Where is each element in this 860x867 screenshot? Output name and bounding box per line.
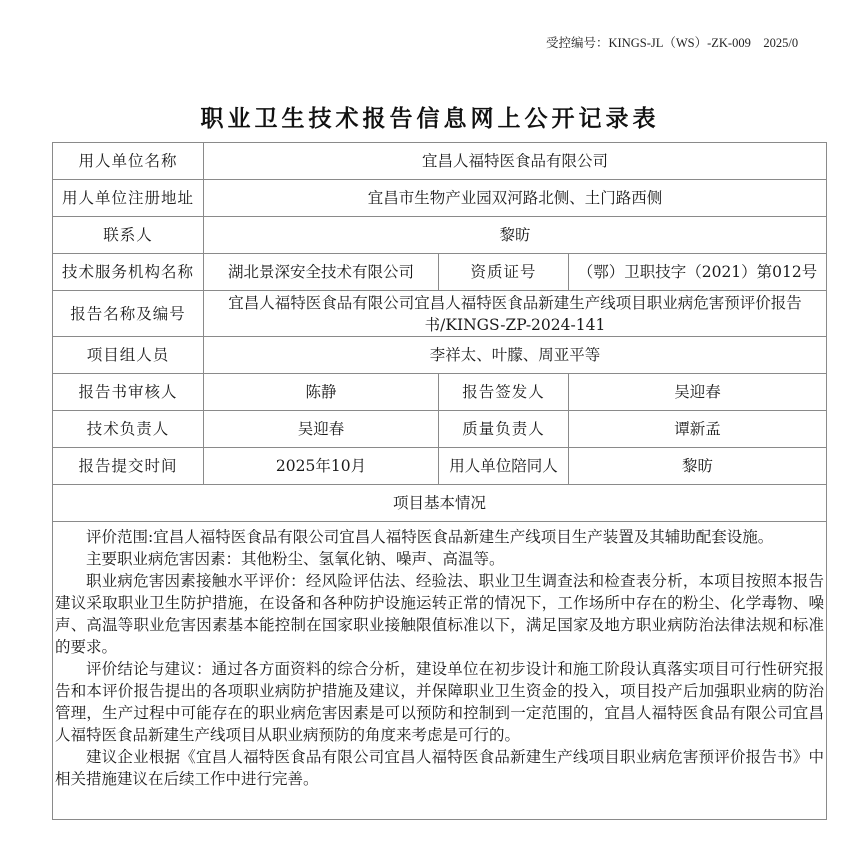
service-org-value: 湖北景深安全技术有限公司 bbox=[204, 254, 439, 291]
row-section-title bbox=[53, 485, 827, 522]
row-project-details bbox=[53, 522, 827, 820]
row-team bbox=[53, 337, 827, 374]
tech-lead-label: 技术负责人 bbox=[53, 411, 204, 448]
report-label: 报告名称及编号 bbox=[53, 291, 204, 337]
quality-lead-label: 质量负责人 bbox=[439, 411, 569, 448]
employer-address-label: 用人单位注册地址 bbox=[53, 180, 204, 217]
section-title: 项目基本情况 bbox=[53, 485, 827, 522]
team-label: 项目组人员 bbox=[53, 337, 204, 374]
issuer-value: 吴迎春 bbox=[569, 374, 827, 411]
contact-value: 黎昉 bbox=[204, 217, 827, 254]
report-value: 宜昌人福特医食品有限公司宜昌人福特医食品新建生产线项目职业病危害预评价报告书/KINGS-ZP-2024-141 bbox=[204, 291, 827, 337]
record-table bbox=[52, 142, 827, 820]
control-number: 受控编号：KINGS-JL（WS）-ZK-009 2025/0 bbox=[546, 36, 799, 50]
submit-time-label: 报告提交时间 bbox=[53, 448, 204, 485]
tech-lead-value: 吴迎春 bbox=[204, 411, 439, 448]
accompany-value: 黎昉 bbox=[569, 448, 827, 485]
service-org-label: 技术服务机构名称 bbox=[53, 254, 204, 291]
row-reviewer bbox=[53, 374, 827, 411]
employer-name-label: 用人单位名称 bbox=[53, 143, 204, 180]
paragraph-hazards: 主要职业病危害因素：其他粉尘、氢氧化钠、噪声、高温等。 bbox=[86, 550, 505, 568]
employer-name-value: 宜昌人福特医食品有限公司 bbox=[204, 143, 827, 180]
paragraph-exposure: 职业病危害因素接触水平评价：经风险评估法、经验法、职业卫生调查法和检查表分析，本项目按照本报告建议采取职业卫生防护措施，在设备和各种防护设施运转正常的情况下，工作场所中存在的粉尘、化学毒物、噪声、高温等职业危害因素基本能控制在国家职业接触限值标准以下，满足国家及地方职业病防治法律法规和标准的要求。 bbox=[55, 572, 824, 656]
paragraph-suggestion: 建议企业根据《宜昌人福特医食品有限公司宜昌人福特医食品新建生产线项目职业病危害预评价报告书》中相关措施建议在后续工作中进行完善。 bbox=[55, 748, 824, 788]
paragraph-scope: 评价范围:宜昌人福特医食品有限公司宜昌人福特医食品新建生产线项目生产装置及其辅助配套设施。 bbox=[86, 528, 774, 546]
contact-label: 联系人 bbox=[53, 217, 204, 254]
reviewer-label: 报告书审核人 bbox=[53, 374, 204, 411]
project-details bbox=[53, 522, 827, 820]
row-submit-time bbox=[53, 448, 827, 485]
reviewer-value: 陈静 bbox=[204, 374, 439, 411]
cert-value: （鄂）卫职技字（2021）第012号 bbox=[569, 254, 827, 291]
team-value: 李祥太、叶朦、周亚平等 bbox=[204, 337, 827, 374]
row-employer-address bbox=[53, 180, 827, 217]
page-title: 职业卫生技术报告信息网上公开记录表 bbox=[200, 106, 660, 132]
row-service-org bbox=[53, 254, 827, 291]
cert-label: 资质证号 bbox=[439, 254, 569, 291]
quality-lead-value: 谭新孟 bbox=[569, 411, 827, 448]
row-tech-lead bbox=[53, 411, 827, 448]
row-report bbox=[53, 291, 827, 337]
submit-time-value: 2025年10月 bbox=[204, 448, 439, 485]
row-contact bbox=[53, 217, 827, 254]
accompany-label: 用人单位陪同人 bbox=[439, 448, 569, 485]
issuer-label: 报告签发人 bbox=[439, 374, 569, 411]
row-employer-name bbox=[53, 143, 827, 180]
paragraph-conclusion: 评价结论与建议：通过各方面资料的综合分析，建设单位在初步设计和施工阶段认真落实项目可行性研究报告和本评价报告提出的各项职业病防护措施及建议，并保障职业卫生资金的投入，项目投产后加强职业病的防治管理，生产过程中可能存在的职业病危害因素是可以预防和控制到一定范围的，宜昌人福特医食品有限公司宜昌人福特医食品新建生产线项目从职业病预防的角度来考虑是可行的。 bbox=[55, 660, 824, 744]
employer-address-value: 宜昌市生物产业园双河路北侧、土门路西侧 bbox=[204, 180, 827, 217]
